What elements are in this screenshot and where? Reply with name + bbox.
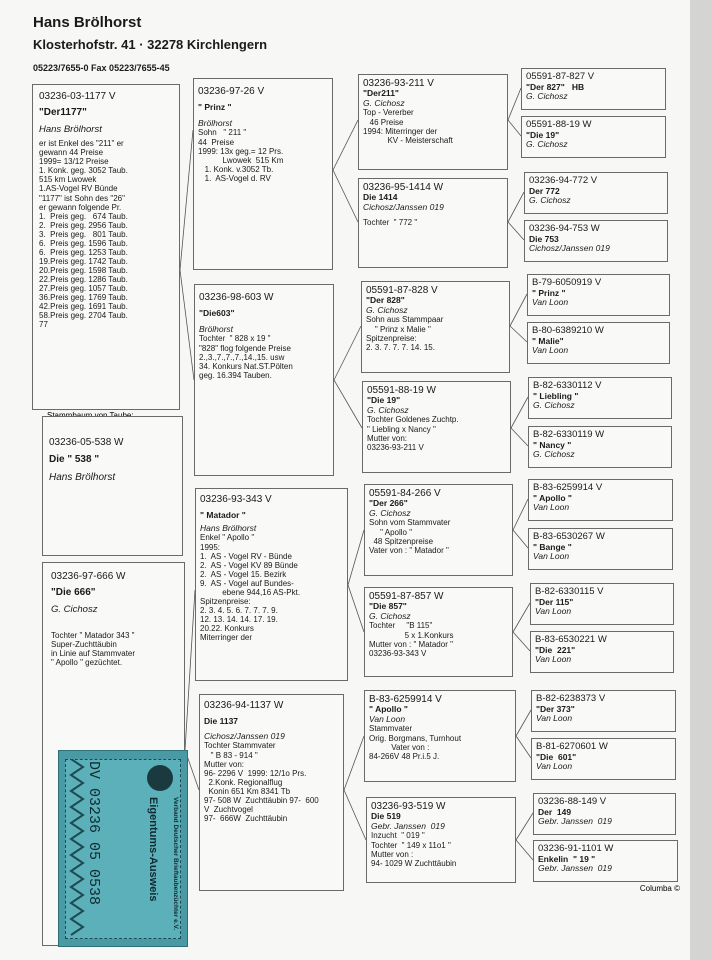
grandparent-details: [200, 533, 343, 641]
great-grandparent-name: " Apollo ": [369, 704, 408, 715]
dam-details: [51, 631, 176, 667]
grandparent-name: "Die603": [199, 308, 235, 319]
sire-card: [32, 84, 180, 410]
connector-line: [180, 270, 194, 380]
gg-grandparent-ring: B-82-6330112 V: [533, 380, 602, 391]
connector-line: [516, 813, 533, 840]
gg-grandparent-card: [531, 738, 676, 780]
dove-logo-icon: [147, 765, 173, 791]
connector-line: [348, 585, 364, 632]
connector-line: [333, 170, 358, 222]
gg-grandparent-card: [524, 172, 668, 214]
gg-grandparent-ring: 03236-91-1101 W: [538, 843, 614, 854]
detail-line: 03236-93-343 V: [369, 648, 427, 658]
great-grandparent-card: [358, 74, 508, 170]
gg-grandparent-name: " Bange ": [533, 541, 572, 552]
connector-line: [510, 294, 527, 326]
detail-line: Vater von : " Matador ": [369, 545, 449, 555]
detail-line: Vater von :: [369, 742, 430, 752]
gg-grandparent-card: [521, 116, 666, 158]
detail-line: 2. AS - Vogel 15. Bezirk: [200, 569, 287, 579]
detail-line: 84-266V 48 Pr.i.5 J.: [369, 751, 440, 761]
detail-line: 42.Preis geg. 1691 Taub.: [39, 301, 128, 311]
gg-grandparent-breeder: Gebr. Janssen 019: [538, 863, 612, 874]
gg-grandparent-card: [521, 68, 666, 110]
detail-line: Sohn vom Stammvater: [369, 518, 451, 528]
detail-line: Konin 651 Km 8341 Tb: [204, 786, 291, 796]
footer-brand: Columba ©: [639, 884, 680, 893]
connector-line: [334, 380, 362, 428]
gg-grandparent-breeder: Van Loon: [533, 551, 570, 562]
grandparent-breeder: Cichosz/Janssen 019: [204, 730, 285, 741]
dam-name: "Die 666": [51, 587, 96, 599]
gg-grandparent-name: " Malie": [532, 335, 564, 346]
detail-line: Top - Vererber: [363, 108, 414, 118]
gg-grandparent-breeder: Van Loon: [532, 297, 569, 308]
gg-grandparent-breeder: G. Cichosz: [529, 195, 571, 206]
great-grandparent-details: [371, 831, 511, 867]
owner-address: Klosterhofstr. 41 · 32278 Kirchlengern: [33, 37, 268, 52]
grandparent-ring: 03236-98-603 W: [199, 292, 274, 303]
detail-line: 34. Konkurs Nat.ST.Pölten: [199, 361, 293, 371]
detail-line: 1. AS - Vogel RV - Bünde: [200, 551, 292, 561]
gg-grandparent-card: [530, 631, 674, 673]
sire-breeder: Hans Brölhorst: [39, 123, 102, 135]
connector-line: [508, 120, 521, 136]
detail-line: 27.Preis geg. 1057 Taub.: [39, 283, 128, 293]
great-grandparent-details: [363, 218, 503, 227]
gg-grandparent-ring: B-83-6259914 V: [533, 482, 603, 493]
gg-grandparent-name: "Die 19": [526, 129, 560, 140]
great-grandparent-card: [364, 690, 516, 782]
gg-grandparent-ring: B-83-6530267 W: [533, 531, 605, 542]
gg-grandparent-card: [530, 583, 674, 625]
connector-line: [185, 590, 195, 750]
grandparent-name: " Prinz ": [198, 102, 232, 113]
detail-line: 12. 13. 14. 14. 17. 19.: [200, 614, 278, 624]
gg-grandparent-card: [524, 220, 668, 262]
great-grandparent-breeder: G. Cichosz: [367, 404, 409, 415]
gg-grandparent-ring: 05591-88-19 W: [526, 119, 592, 130]
detail-line: 36.Preis geg. 1769 Taub.: [39, 292, 128, 302]
connector-line: [508, 192, 524, 222]
great-grandparent-name: Die 519: [371, 811, 401, 822]
great-grandparent-breeder: Van Loon: [369, 713, 406, 724]
great-grandparent-card: [358, 178, 508, 268]
great-grandparent-breeder: G. Cichosz: [369, 507, 411, 518]
grandparent-ring: 03236-93-343 V: [200, 494, 272, 505]
detail-line: Mutter von :: [371, 849, 414, 859]
gg-grandparent-card: [533, 840, 678, 882]
subject-ring: 03236-05-538 W: [49, 437, 124, 448]
grandparent-details: [198, 128, 328, 182]
detail-line: KV - Meisterschaft: [363, 135, 453, 145]
detail-line: 48 Spitzenpreise: [369, 536, 434, 546]
great-grandparent-card: [364, 587, 513, 677]
detail-line: 6. Preis geg. 1253 Taub.: [39, 247, 128, 257]
detail-line: Inzucht " 019 ": [371, 831, 425, 841]
great-grandparent-name: Die 1414: [363, 192, 398, 203]
great-grandparent-breeder: G. Cichosz: [369, 610, 411, 621]
dam-ring: 03236-97-666 W: [51, 571, 126, 582]
great-grandparent-ring: 03236-93-519 W: [371, 801, 446, 812]
gg-grandparent-name: Die 753: [529, 233, 559, 244]
gg-grandparent-card: [527, 322, 670, 364]
detail-line: " Apollo ": [369, 527, 413, 537]
detail-line: " Prinz x Malie ": [366, 324, 431, 334]
detail-line: 03236-93-211 V: [367, 442, 424, 452]
gg-grandparent-name: Der 149: [538, 806, 572, 817]
connector-line: [511, 428, 528, 446]
great-grandparent-details: [369, 724, 511, 760]
detail-line: Spitzenpreise:: [200, 596, 251, 606]
great-grandparent-details: [363, 108, 503, 144]
detail-line: 2. 3. 7. 7. 7. 14. 15.: [366, 342, 435, 352]
connector-line: [348, 530, 364, 585]
detail-line: "828" flog folgende Preise: [199, 343, 291, 353]
detail-line: Tochter "B 115": [369, 621, 433, 631]
detail-line: 97- 508 W Zuchttäubin 97- 600: [204, 795, 319, 805]
detail-line: 1.AS-Vogel RV Bünde: [39, 184, 118, 194]
connector-line: [513, 603, 530, 632]
gg-grandparent-ring: B-82-6238373 V: [536, 693, 606, 704]
gg-grandparent-breeder: Van Loon: [533, 502, 570, 513]
owner-name: Hans Brölhorst: [33, 14, 142, 31]
great-grandparent-breeder: G. Cichosz: [366, 304, 408, 315]
sire-ring: 03236-03-1177 V: [39, 91, 116, 102]
detail-line: 19.Preis geg. 1742 Taub.: [39, 256, 128, 266]
detail-line: 515 km Lwowek: [39, 175, 97, 185]
detail-line: 1. Konk. geg. 3052 Taub.: [39, 166, 128, 176]
grandparent-card: [199, 694, 344, 891]
detail-line: 1. AS-Vogel d. RV: [198, 173, 271, 183]
connector-line: [344, 790, 366, 840]
gg-grandparent-breeder: G. Cichosz: [533, 449, 575, 460]
subject-card: [42, 416, 183, 556]
detail-line: 20.Preis geg. 1598 Taub.: [39, 265, 128, 275]
gg-grandparent-name: "Die 601": [536, 751, 577, 762]
gg-grandparent-breeder: Van Loon: [535, 606, 572, 617]
detail-line: 94- 1029 W Zuchttäubin: [371, 858, 457, 868]
detail-line: V Zuchtvogel: [204, 804, 253, 814]
detail-line: "1177" ist Sohn des "26": [39, 193, 125, 203]
detail-line: Spitzenpreise:: [366, 333, 417, 343]
connector-line: [180, 130, 193, 270]
connector-line: [516, 736, 531, 758]
connector-line: [334, 326, 361, 380]
detail-line: Tochter " 772 ": [363, 218, 418, 228]
detail-line: 96- 2296 V 1999: 12/1o Prs.: [204, 768, 307, 778]
great-grandparent-ring: 05591-87-828 V: [366, 285, 438, 296]
ownership-sticker: [58, 750, 188, 947]
grandparent-ring: 03236-94-1137 W: [204, 700, 284, 711]
great-grandparent-name: "Der 266": [369, 498, 408, 509]
detail-line: Mutter von:: [204, 759, 245, 769]
gg-grandparent-card: [528, 426, 672, 468]
detail-line: 1999= 13/12 Preise: [39, 157, 109, 167]
great-grandparent-name: "Der211": [363, 88, 399, 99]
gg-grandparent-name: "Der 827" HB: [526, 81, 585, 92]
connector-line: [344, 736, 364, 790]
detail-line: in Linie auf Stammvater: [51, 649, 136, 659]
sire-name: "Der1177": [39, 107, 87, 119]
gg-grandparent-name: " Prinz ": [532, 287, 566, 298]
detail-line: Mutter von:: [367, 433, 408, 443]
detail-line: 20.22. Konkurs: [200, 623, 254, 633]
great-grandparent-ring: 03236-95-1414 W: [363, 182, 444, 193]
owner-phone: 05223/7655-0 Fax 05223/7655-45: [33, 63, 170, 73]
detail-line: 2. AS - Vogel KV 89 Bünde: [200, 560, 298, 570]
grandparent-card: [193, 78, 333, 270]
detail-line: gewann 44 Preise: [39, 148, 104, 158]
detail-line: 9. AS - Vogel auf Bundes-: [200, 578, 294, 588]
detail-line: 1999: 13x geg.= 12 Prs.: [198, 146, 284, 156]
great-grandparent-name: "Der 828": [366, 295, 405, 306]
detail-line: Tochter Stammvater: [204, 741, 276, 751]
detail-line: " Apollo " gezüchtet.: [51, 658, 123, 668]
great-grandparent-breeder: Cichosz/Janssen 019: [363, 201, 444, 212]
connector-line: [516, 710, 531, 736]
connector-line: [513, 530, 528, 548]
connector-line: [516, 840, 533, 860]
great-grandparent-details: [367, 415, 506, 451]
detail-line: Orig. Borgmans, Turnhout: [369, 733, 462, 743]
gg-grandparent-card: [533, 793, 676, 835]
gg-grandparent-breeder: Van Loon: [536, 761, 573, 772]
great-grandparent-ring: 05591-87-857 W: [369, 591, 444, 602]
gg-grandparent-name: " Apollo ": [533, 492, 572, 503]
detail-line: " Liebling x Nancy ": [367, 424, 436, 434]
connector-line: [513, 632, 530, 651]
great-grandparent-card: [362, 381, 511, 473]
grandparent-breeder: Brölhorst: [199, 323, 234, 334]
grandparent-breeder: Brölhorst: [198, 117, 233, 128]
gg-grandparent-breeder: Van Loon: [535, 654, 572, 665]
detail-line: Sohn " 211 ": [198, 128, 247, 138]
detail-line: 58.Preis geg. 2704 Taub.: [39, 310, 128, 320]
connector-line: [333, 120, 358, 170]
great-grandparent-details: [366, 315, 505, 351]
detail-line: Tochter Goldenes Zuchtp.: [367, 415, 459, 425]
great-grandparent-details: [369, 621, 508, 657]
great-grandparent-ring: 05591-88-19 W: [367, 385, 436, 396]
gg-grandparent-breeder: Van Loon: [536, 713, 573, 724]
dam-breeder: G. Cichosz: [51, 603, 98, 615]
gg-grandparent-name: "Der 373": [536, 703, 575, 714]
sticker-org: Verband Deutscher Brieftaubenzüchter e.V.: [172, 797, 179, 931]
detail-line: 5 x 1.Konkurs: [369, 630, 454, 640]
gg-grandparent-breeder: G. Cichosz: [533, 400, 575, 411]
gg-grandparent-ring: 03236-94-772 V: [529, 175, 598, 186]
great-grandparent-ring: B-83-6259914 V: [369, 694, 442, 705]
gg-grandparent-ring: B-79-6050919 V: [532, 277, 602, 288]
detail-line: Super-Zuchttäubin: [51, 640, 117, 650]
gg-grandparent-ring: B-83-6530221 W: [535, 634, 607, 645]
detail-line: 44 Preise: [198, 137, 235, 147]
gg-grandparent-card: [527, 274, 670, 316]
connector-line: [510, 326, 527, 342]
gg-grandparent-ring: 05591-87-827 V: [526, 71, 595, 82]
gg-grandparent-name: Der 772: [529, 185, 560, 196]
great-grandparent-details: [369, 518, 508, 554]
gg-grandparent-breeder: G. Cichosz: [526, 91, 568, 102]
detail-line: 2. Preis geg. 2956 Taub.: [39, 220, 128, 230]
great-grandparent-name: "Die 857": [369, 601, 407, 612]
gg-grandparent-breeder: Cichosz/Janssen 019: [529, 243, 610, 254]
detail-line: 1994: Miterringer der: [363, 126, 438, 136]
gg-grandparent-breeder: Gebr. Janssen 019: [538, 816, 612, 827]
detail-line: 2. 3. 4. 5. 6. 7. 7. 7. 9.: [200, 605, 278, 615]
detail-line: er ist Enkel des "211" er: [39, 139, 124, 149]
grandparent-details: [204, 741, 339, 822]
sticker-title: Eigentums-Ausweis: [147, 797, 159, 902]
grandparent-card: [194, 284, 334, 476]
detail-line: 1995:: [200, 542, 221, 552]
detail-line: 97- 666W Zuchttäubin: [204, 813, 288, 823]
subject-breeder: Hans Brölhorst: [49, 471, 116, 483]
detail-line: 3. Preis geg. 801 Taub.: [39, 229, 128, 239]
gg-grandparent-ring: 03236-94-753 W: [529, 223, 600, 234]
sticker-ring: DV 03236 05 0538: [85, 761, 102, 906]
gg-grandparent-card: [531, 690, 676, 732]
detail-line: ebene 944,16 AS-Pkt.: [200, 587, 301, 597]
detail-line: 6. Preis geg. 1596 Taub.: [39, 238, 128, 248]
gg-grandparent-name: Enkelin " 19 ": [538, 853, 596, 864]
detail-line: 77: [39, 319, 48, 329]
grandparent-breeder: Hans Brölhorst: [200, 522, 257, 533]
gg-grandparent-ring: 03236-88-149 V: [538, 796, 607, 807]
gg-grandparent-ring: B-82-6330119 W: [533, 429, 605, 440]
detail-line: " B 83 - 914 ": [204, 750, 258, 760]
great-grandparent-breeder: G. Cichosz: [363, 97, 405, 108]
grandparent-name: Die 1137: [204, 716, 239, 727]
detail-line: Enkel " Apollo ": [200, 533, 255, 543]
sire-details: [39, 139, 173, 329]
great-grandparent-name: "Die 19": [367, 395, 401, 406]
grandparent-card: [195, 488, 348, 681]
gg-grandparent-card: [528, 479, 673, 521]
gg-grandparent-name: " Liebling ": [533, 390, 579, 401]
sticker-zigzag: [69, 759, 85, 937]
great-grandparent-breeder: Gebr. Janssen 019: [371, 820, 445, 831]
gg-grandparent-ring: B-81-6270601 W: [536, 741, 608, 752]
detail-line: 46 Preise: [363, 117, 404, 127]
gg-grandparent-breeder: Van Loon: [532, 345, 569, 356]
connector-line: [508, 88, 521, 120]
connector-line: [511, 397, 528, 428]
great-grandparent-card: [364, 484, 513, 576]
connector-line: [513, 499, 528, 530]
detail-line: 1. Konk. v.3052 Tb.: [198, 164, 274, 174]
gg-grandparent-ring: B-82-6330115 V: [535, 586, 604, 597]
detail-line: Stammvater: [369, 724, 413, 734]
grandparent-name: " Matador ": [200, 510, 246, 521]
detail-line: Sohn aus Stammpaar: [366, 315, 444, 325]
detail-line: Tochter " 149 x 11o1 ": [371, 840, 451, 850]
gg-grandparent-card: [528, 528, 673, 570]
detail-line: Miterringer der: [200, 632, 253, 642]
detail-line: Mutter von : " Matador ": [369, 639, 453, 649]
detail-line: Tochter " 828 x 19 ": [199, 334, 271, 344]
great-grandparent-ring: 05591-84-266 V: [369, 488, 441, 499]
gg-grandparent-name: "Die 221": [535, 644, 576, 655]
detail-line: er gewann folgende Pr.: [39, 202, 122, 212]
gg-grandparent-name: " Nancy ": [533, 439, 572, 450]
detail-line: 1. Preis geg. 674 Taub.: [39, 211, 128, 221]
detail-line: geg. 16.394 Tauben.: [199, 370, 272, 380]
great-grandparent-card: [366, 797, 516, 883]
detail-line: 2.Konk. Regionalflug: [204, 777, 283, 787]
subject-name: Die " 538 ": [49, 454, 100, 466]
gg-grandparent-ring: B-80-6389210 W: [532, 325, 604, 336]
detail-line: 22.Preis geg. 1286 Taub.: [39, 274, 128, 284]
detail-line: 2.,3.,7.,7.,7.,14.,15. usw: [199, 352, 285, 362]
grandparent-details: [199, 334, 329, 379]
great-grandparent-ring: 03236-93-211 V: [363, 78, 434, 89]
gg-grandparent-name: "Der 115": [535, 596, 574, 607]
grandparent-ring: 03236-97-26 V: [198, 86, 265, 97]
detail-line: Tochter " Matador 343 ": [51, 631, 135, 641]
gg-grandparent-card: [528, 377, 672, 419]
gg-grandparent-breeder: G. Cichosz: [526, 139, 568, 150]
detail-line: Lwowek 515 Km: [198, 155, 284, 165]
great-grandparent-card: [361, 281, 510, 373]
connector-line: [508, 222, 524, 240]
